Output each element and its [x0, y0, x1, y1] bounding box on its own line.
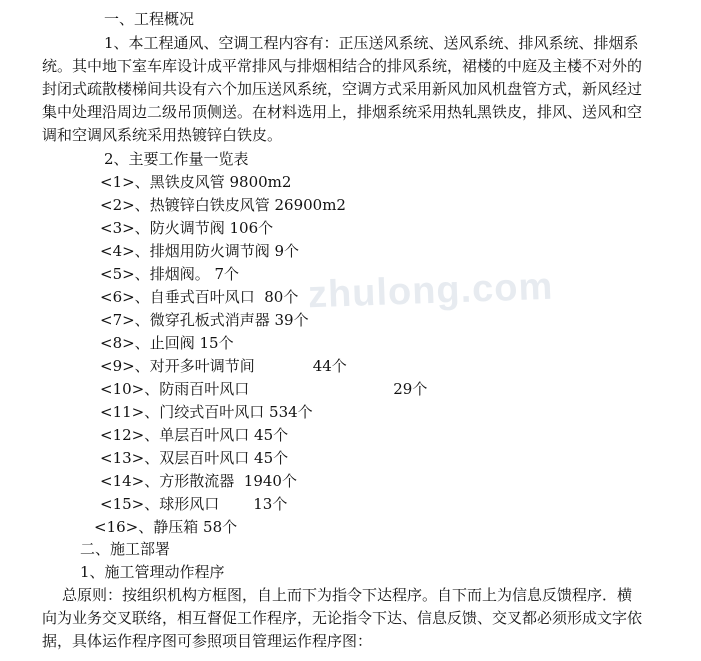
workload-item	[100, 424, 288, 446]
item-number: <6>、	[100, 288, 150, 306]
item-name: 门绞式百叶风口	[159, 403, 265, 421]
item-quantity: 29个	[393, 380, 428, 398]
workload-item	[100, 286, 298, 308]
workload-item	[100, 309, 309, 331]
item-number: <15>、	[100, 495, 160, 513]
item-name: 防火调节阀	[149, 219, 225, 237]
item-name: 球形风口	[159, 495, 220, 513]
item-quantity: 106个	[229, 219, 274, 237]
item-quantity: 13个	[253, 495, 288, 513]
paragraph-line: 向为业务交叉联络，相互督促工作程序，无论指令下达、信息反馈、交叉都必须形成文字依	[42, 609, 643, 627]
item-name: 黑铁皮风管	[149, 173, 225, 191]
item-quantity: 534个	[269, 403, 313, 421]
item-quantity: 44个	[312, 357, 347, 375]
item-name: 热镀锌白铁皮风管	[149, 196, 270, 214]
item-number: <16>、	[94, 518, 154, 536]
paragraph-line: 统。其中地下室车库设计成平常排风与排烟相结合的排风系统，裙楼的中庭及主楼不对外的	[42, 57, 643, 75]
item-number: <4>、	[100, 242, 150, 260]
item-number: <8>、	[100, 334, 150, 352]
workload-item	[100, 378, 427, 400]
item-name: 排烟用防火调节阀	[149, 242, 270, 260]
workload-item	[100, 447, 288, 469]
item-number: <12>、	[100, 426, 160, 444]
item-number: <1>、	[100, 173, 150, 191]
item-name: 防雨百叶风口	[159, 380, 250, 398]
workload-item	[100, 470, 297, 492]
item-name: 静压箱	[153, 518, 199, 536]
paragraph-line: 1、本工程通风、空调工程内容有：正压送风系统、送风系统、排风系统、排烟系	[104, 34, 639, 52]
item-quantity: 45个	[254, 426, 289, 444]
item-number: <14>、	[100, 472, 160, 490]
watermark: zhulong.com	[307, 265, 554, 317]
item-quantity: 9个	[274, 242, 300, 260]
item-number: <5>、	[100, 265, 150, 283]
paragraph-line: 调和空调风系统采用热镀锌白铁皮。	[42, 126, 283, 144]
workload-item	[100, 401, 313, 423]
item-number: <7>、	[100, 311, 150, 329]
item-number: <11>、	[100, 403, 160, 421]
item-number: <2>、	[100, 196, 150, 214]
item-name: 自垂式百叶风口	[149, 288, 255, 306]
item-number: <3>、	[100, 219, 150, 237]
item-number: <9>、	[100, 357, 150, 375]
item-quantity: 39个	[274, 311, 309, 329]
item-name: 双层百叶风口	[159, 449, 250, 467]
section-heading-1: 一、工程概况	[104, 10, 195, 28]
item-name: 单层百叶风口	[159, 426, 250, 444]
workload-item	[100, 263, 239, 285]
paragraph-line: 集中处理沿周边二级吊顶侧送。在材料选用上，排烟系统采用热轧黑铁皮，排风、送风和空	[42, 103, 643, 121]
workload-item	[100, 355, 347, 377]
item-name: 微穿孔板式消声器	[149, 311, 270, 329]
item-name: 方形散流器	[159, 472, 235, 490]
paragraph-line: 总原则：按组织机构方框图，自上而下为指令下达程序。自下而上为信息反馈程序．横	[62, 586, 633, 604]
item-quantity: 1940个	[243, 472, 297, 490]
item-quantity: 58个	[203, 518, 238, 536]
workload-title: 2、主要工作量一览表	[104, 150, 249, 168]
workload-item	[100, 171, 291, 193]
item-quantity: 7个	[214, 265, 240, 283]
item-quantity: 15个	[199, 334, 234, 352]
item-quantity: 9800m2	[229, 173, 292, 191]
item-quantity: 26900m2	[274, 196, 346, 214]
section-heading-2: 二、施工部署	[80, 540, 171, 558]
item-name: 止回阀	[149, 334, 195, 352]
workload-item	[100, 217, 273, 239]
item-number: <13>、	[100, 449, 160, 467]
paragraph-line: 封闭式疏散楼梯间共设有六个加压送风系统，空调方式采用新风加风机盘管方式，新风经过	[42, 80, 643, 98]
subsection-heading: 1、施工管理动作程序	[80, 563, 225, 581]
workload-item	[100, 194, 346, 216]
item-name: 对开多叶调节间	[149, 357, 255, 375]
workload-item	[100, 240, 299, 262]
paragraph-line: 据，具体运作程序图可参照项目管理运作程序图：	[42, 632, 373, 650]
workload-item	[94, 516, 237, 538]
item-number: <10>、	[100, 380, 160, 398]
item-quantity: 80个	[264, 288, 299, 306]
workload-item	[100, 332, 234, 354]
item-quantity: 45个	[254, 449, 289, 467]
workload-item	[100, 493, 287, 515]
item-name: 排烟阀。	[149, 265, 210, 283]
